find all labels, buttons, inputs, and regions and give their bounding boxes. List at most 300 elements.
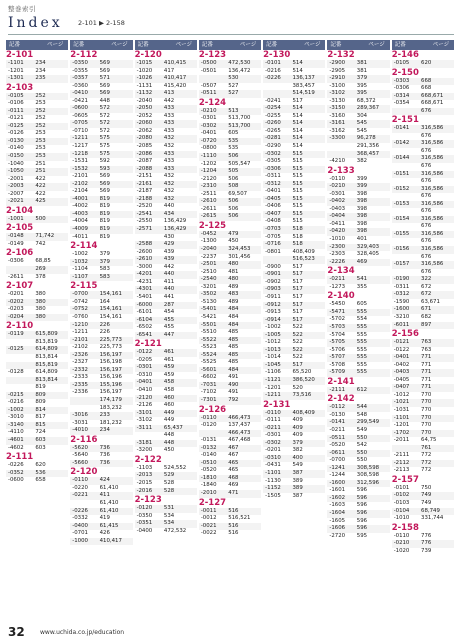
entry-code: -0511 [200,90,217,97]
column-header [327,40,389,50]
entry-page: 596 [356,487,368,494]
entry-page: 136,429 [163,226,187,233]
index-section-heading: 2-146 [391,50,419,60]
column-header-page: ページ [304,42,321,48]
entry-code: -5421 [200,313,217,320]
index-section-heading: 2-140 [327,291,355,302]
index-entry [199,68,261,76]
entry-page: 569 [99,173,110,180]
index-entry [6,477,68,485]
index-entry [327,427,389,435]
entry-code: -2120 [136,394,153,401]
entry-page: 164 [99,298,110,305]
entry-code: -0914 [265,316,281,323]
entry-page: 596 [356,517,368,524]
entry-page: 380 [35,291,46,298]
index-entry [70,274,132,282]
index-entry [263,432,325,440]
entry-page: 401 [356,236,368,243]
index-entry [135,234,197,242]
entry-page: 432 [163,135,175,142]
entry-page: 269 [35,266,46,273]
entry-page: 316,586 [421,200,444,207]
entry-page: 603 [35,444,46,451]
column-header-code: 記番 [266,42,278,48]
index-entry [199,359,261,367]
index-entry [263,339,325,347]
entry-code: -0130 [8,137,24,144]
entry-page: 422 [35,183,46,190]
entry-page: 387 [292,469,303,476]
index-entry [135,181,197,189]
entry-code: -4301 [136,286,153,293]
entry-page: 433 [163,150,175,157]
index-entry [135,528,197,536]
entry-code: -0021 [200,522,217,529]
entry-page: 522 [292,324,303,331]
entry-code: -2611 [200,205,217,212]
index-entry [263,151,325,159]
index-section-heading: 2-130 [263,50,291,60]
entry-code: -0111 [265,417,281,424]
entry-page: 61,410 [99,507,119,514]
entry-code: -7031 [200,381,217,388]
entry-page: 749 [421,492,432,499]
entry-page: 61,410 [99,499,119,506]
index-entry [199,231,261,239]
entry-page: 484 [228,313,239,320]
index-entry [135,309,197,317]
entry-page: 620 [35,462,46,469]
entry-page: 575 [99,150,110,157]
index-entry [199,337,261,345]
entry-code: -4011 [72,233,88,240]
index-entry [135,480,197,488]
index-section-heading: 2-157 [391,474,419,485]
entry-page: 251 [35,160,46,167]
index-entry [263,211,325,219]
entry-code: -6011 [393,321,410,328]
entry-page: 235 [35,75,46,82]
entry-page: 515 [292,165,303,172]
entry-code: -0125 [8,346,24,353]
entry-page: 592 [99,158,110,165]
entry-page: 554 [356,316,368,323]
entry-code: -4010 [72,427,88,434]
index-entry [327,244,389,252]
entry-page: 515 [292,203,303,210]
entry-code: -0310 [136,371,153,378]
index-entry [392,254,454,262]
entry-page: 154,161 [99,306,122,313]
entry-code: -4003 [72,210,88,217]
entry-page: 770 [421,422,432,429]
entry-code: -1606 [329,525,346,532]
index-section-heading: 2-105 [6,223,34,234]
entry-page: 379 [99,258,110,265]
entry-page: 382 [292,447,303,454]
entry-code: -2332 [72,366,88,373]
entry-page: 316,586 [421,140,444,147]
entry-code: -2501 [200,261,217,268]
entry-code: -1132 [136,90,153,97]
index-entry [327,198,389,206]
index-entry [135,357,197,365]
entry-code: -5450 [329,301,346,308]
index-entry [135,279,197,287]
entry-code: -1013 [265,346,281,353]
entry-page: 399 [356,183,368,190]
index-entry [70,120,132,128]
index-entry [135,60,197,68]
index-entry [392,533,454,541]
index-entry [70,196,132,204]
entry-page: 817 [35,414,46,421]
entry-page: 819 [99,203,110,210]
entry-page: 442 [163,263,175,270]
entry-page: 676 [421,193,432,200]
entry-code: -3150 [329,105,346,112]
index-entry [263,294,325,302]
entry-code: -0226 [8,462,24,469]
entry-page: 549 [356,426,368,433]
entry-page: 316,586 [421,261,444,268]
index-entry [392,93,454,101]
entry-page: 555 [356,323,368,330]
entry-code: -1040 [8,160,24,167]
entry-page: 154,161 [99,313,122,320]
index-entry [199,130,261,138]
entry-code: -6502 [136,324,153,331]
entry-code: -0357 [72,75,88,82]
index-entry [263,158,325,166]
entry-page: 614,809 [35,369,58,376]
entry-code: -1010 [393,515,410,522]
entry-page: 379 [292,439,303,446]
entry-page: 595 [356,532,368,539]
entry-page: 485 [228,329,239,336]
entry-code: -3160 [329,112,346,119]
entry-code: -0157 [393,261,410,268]
entry-code: -0210 [200,107,217,114]
index-entry [327,362,389,370]
index-entry [199,183,261,191]
entry-code: -0452 [200,230,217,237]
entry-code: -0141 [329,419,346,426]
entry-page: 383,457 [292,82,315,89]
column-header-code: 記番 [73,42,85,48]
index-entry [70,75,132,83]
entry-code: -0703 [265,226,281,233]
entry-code: -3102 [136,417,153,424]
index-entry [6,274,68,282]
index-entry [263,377,325,385]
entry-code: -0510 [200,459,217,466]
entry-code: -3200 [136,447,153,454]
index-entry [135,256,197,264]
entry-page: 429 [163,241,175,248]
column-header [135,40,197,50]
entry-code: -1131 [136,82,153,89]
entry-code: -0611 [329,449,346,456]
entry-code: -0216 [8,399,24,406]
entry-code: -0600 [8,477,24,484]
entry-page: 485 [228,344,239,351]
index-entry [6,362,68,370]
entry-code: -0302 [265,150,281,157]
entry-code: -0152 [393,185,410,192]
entry-code: -2021 [8,198,24,205]
index-entry [263,478,325,486]
index-entry [392,208,454,216]
entry-page: 676 [421,132,432,139]
index-entry [263,440,325,448]
index-entry [135,332,197,340]
entry-page: 528 [163,479,175,486]
index-entry [199,269,261,277]
index-entry [327,324,389,332]
entry-page: 771 [421,376,432,383]
entry-code: -0226 [265,75,281,82]
entry-page: 389 [292,477,303,484]
entry-page: 776 [421,532,432,539]
index-entry [392,508,454,516]
entry-page: 413 [163,90,175,97]
index-section-heading: 2-115 [70,281,98,292]
index-entry [135,188,197,196]
index-entry [6,233,68,241]
entry-code: -4201 [136,271,153,278]
entry-page: 596 [356,509,368,516]
entry-page: 252 [35,92,46,99]
index-entry [135,349,197,357]
index-entry [392,85,454,93]
index-entry [263,417,325,425]
entry-code: -1201 [265,384,281,391]
index-entry [392,354,454,362]
entry-code: -0226 [72,507,88,514]
index-entry [199,382,261,390]
entry-code: -5704 [329,331,346,338]
entry-page: 73,516 [292,392,312,399]
entry-code: -0912 [265,301,281,308]
entry-page: 736 [99,459,110,466]
entry-page: 467 [228,452,239,459]
entry-page: 513,700 [228,115,251,122]
entry-code: -1218 [72,150,88,157]
entry-page: 676 [421,223,432,230]
entry-page: 819 [99,218,110,225]
entry-code: -1050 [8,168,24,175]
entry-code: -3181 [136,439,153,446]
entry-code: -1001 [8,215,24,222]
index-entry [70,445,132,453]
entry-code: -1014 [265,354,281,361]
entry-page: 155,196 [99,381,122,388]
entry-code: -1020 [393,547,410,554]
entry-page: 763 [421,339,432,346]
index-entry [327,75,389,83]
entry-code: -5708 [329,361,346,368]
entry-page: 137,437 [228,422,251,429]
entry-code: -0290 [265,143,281,150]
index-entry [199,60,261,68]
index-entry [263,425,325,433]
entry-code: -0302 [200,122,217,129]
entry-code: -0401 [136,379,153,386]
entry-code: -0216 [265,67,281,74]
entry-page: 251 [35,168,46,175]
entry-code: -2161 [136,180,153,187]
index-entry [199,306,261,314]
entry-code: -4601 [8,436,24,443]
index-entry [392,467,454,475]
entry-page: 410,417 [163,75,187,82]
index-column [327,40,389,614]
entry-code: -2300 [329,243,346,250]
entry-code: -1840 [200,482,217,489]
entry-code [6,339,34,347]
index-entry [135,488,197,496]
entry-page: 550 [356,434,368,441]
index-entry [392,377,454,385]
index-entry [392,291,454,299]
entry-page: 516,523 [292,256,315,263]
index-entry [263,135,325,143]
entry-code [263,256,291,264]
entry-page: 676 [421,208,432,215]
index-entry [6,183,68,191]
page-number: 32 [8,625,25,639]
entry-code: -0301 [200,115,217,122]
entry-code: -2336 [72,389,88,396]
index-entry [392,415,454,423]
index-entry [327,236,389,244]
index-entry [263,385,325,393]
entry-code: -1152 [265,485,281,492]
entry-page: 522 [292,346,303,353]
entry-code: -0752 [72,306,88,313]
index-entry [70,452,132,460]
entry-code: -2101 [72,336,88,343]
index-entry [392,125,454,133]
entry-code: -0205 [136,356,153,363]
index-section-heading: 2-116 [70,434,98,445]
index-entry [327,276,389,284]
entry-code: -2112 [393,459,410,466]
entry-code: -0350 [136,512,153,519]
index-entry [392,299,454,307]
entry-code: -1005 [265,331,281,338]
entry-page: 819 [99,233,110,240]
index-entry [70,523,132,531]
entry-code: -2333 [72,374,88,381]
index-entry [392,246,454,254]
entry-page: 668,671 [421,92,444,99]
entry-code: -0701 [72,530,88,537]
index-entry [199,367,261,375]
entry-page: 409 [292,417,303,424]
entry-page: 514 [292,127,303,134]
index-entry [6,354,68,362]
entry-page: 467,468 [228,437,251,444]
index-entry [263,249,325,257]
entry-code: -0281 [265,135,281,142]
column-header [6,40,68,50]
index-entry [135,425,197,433]
entry-page: 819 [99,195,110,202]
entry-page: 433 [163,165,175,172]
index-entry [199,515,261,523]
entry-page: 739 [421,547,432,554]
entry-page: 448 [163,432,175,439]
entry-page: 455 [163,324,175,331]
entry-page: 517 [292,293,303,300]
entry-page: 226 [99,321,110,328]
index-entry [6,392,68,400]
entry-page: 550 [356,457,368,464]
index-entry [6,470,68,478]
entry-code: -0105 [393,60,410,66]
index-entry [6,100,68,108]
index-entry [6,138,68,146]
entry-code [6,354,34,362]
entry-code: -0420 [329,228,346,235]
entry-code: -0301 [329,190,346,197]
entry-page: 461 [163,356,175,363]
index-entry [70,299,132,307]
index-entry [327,151,389,159]
entry-page: 583 [99,266,110,273]
entry-page: 449 [163,409,175,416]
index-entry [327,105,389,113]
entry-code: -3140 [8,421,24,428]
entry-code: -0312 [393,291,410,298]
entry-code: -3201 [200,283,217,290]
index-entry [199,284,261,292]
index-entry [392,445,454,453]
entry-code: -2327 [72,359,88,366]
entry-code: -2111 [329,386,346,393]
index-entry [327,90,389,98]
entry-code: -0306 [393,85,410,92]
entry-page: 515 [292,195,303,202]
entry-code: -1604 [329,509,346,516]
entry-code: -2001 [8,175,24,182]
index-entry [70,203,132,211]
entry-code: -0306 [265,165,281,172]
entry-code: -5401 [200,306,217,313]
entry-code: -6101 [136,309,153,316]
entry-page: 440 [163,203,175,210]
entry-page: 515 [292,218,303,225]
index-entry [392,223,454,231]
entry-page: 447 [163,331,175,338]
entry-page: 517 [292,301,303,308]
index-entry [70,492,132,500]
entry-code: -0911 [265,293,281,300]
index-entry [199,291,261,299]
entry-code: -5706 [329,346,346,353]
entry-page: 518 [292,241,303,248]
index-entry [70,322,132,330]
entry-code [392,178,420,186]
index-entry [6,384,68,392]
entry-page: 441 [163,293,175,300]
entry-code: -1300 [200,238,217,245]
entry-code: -0215 [8,391,24,398]
index-entry [263,347,325,355]
